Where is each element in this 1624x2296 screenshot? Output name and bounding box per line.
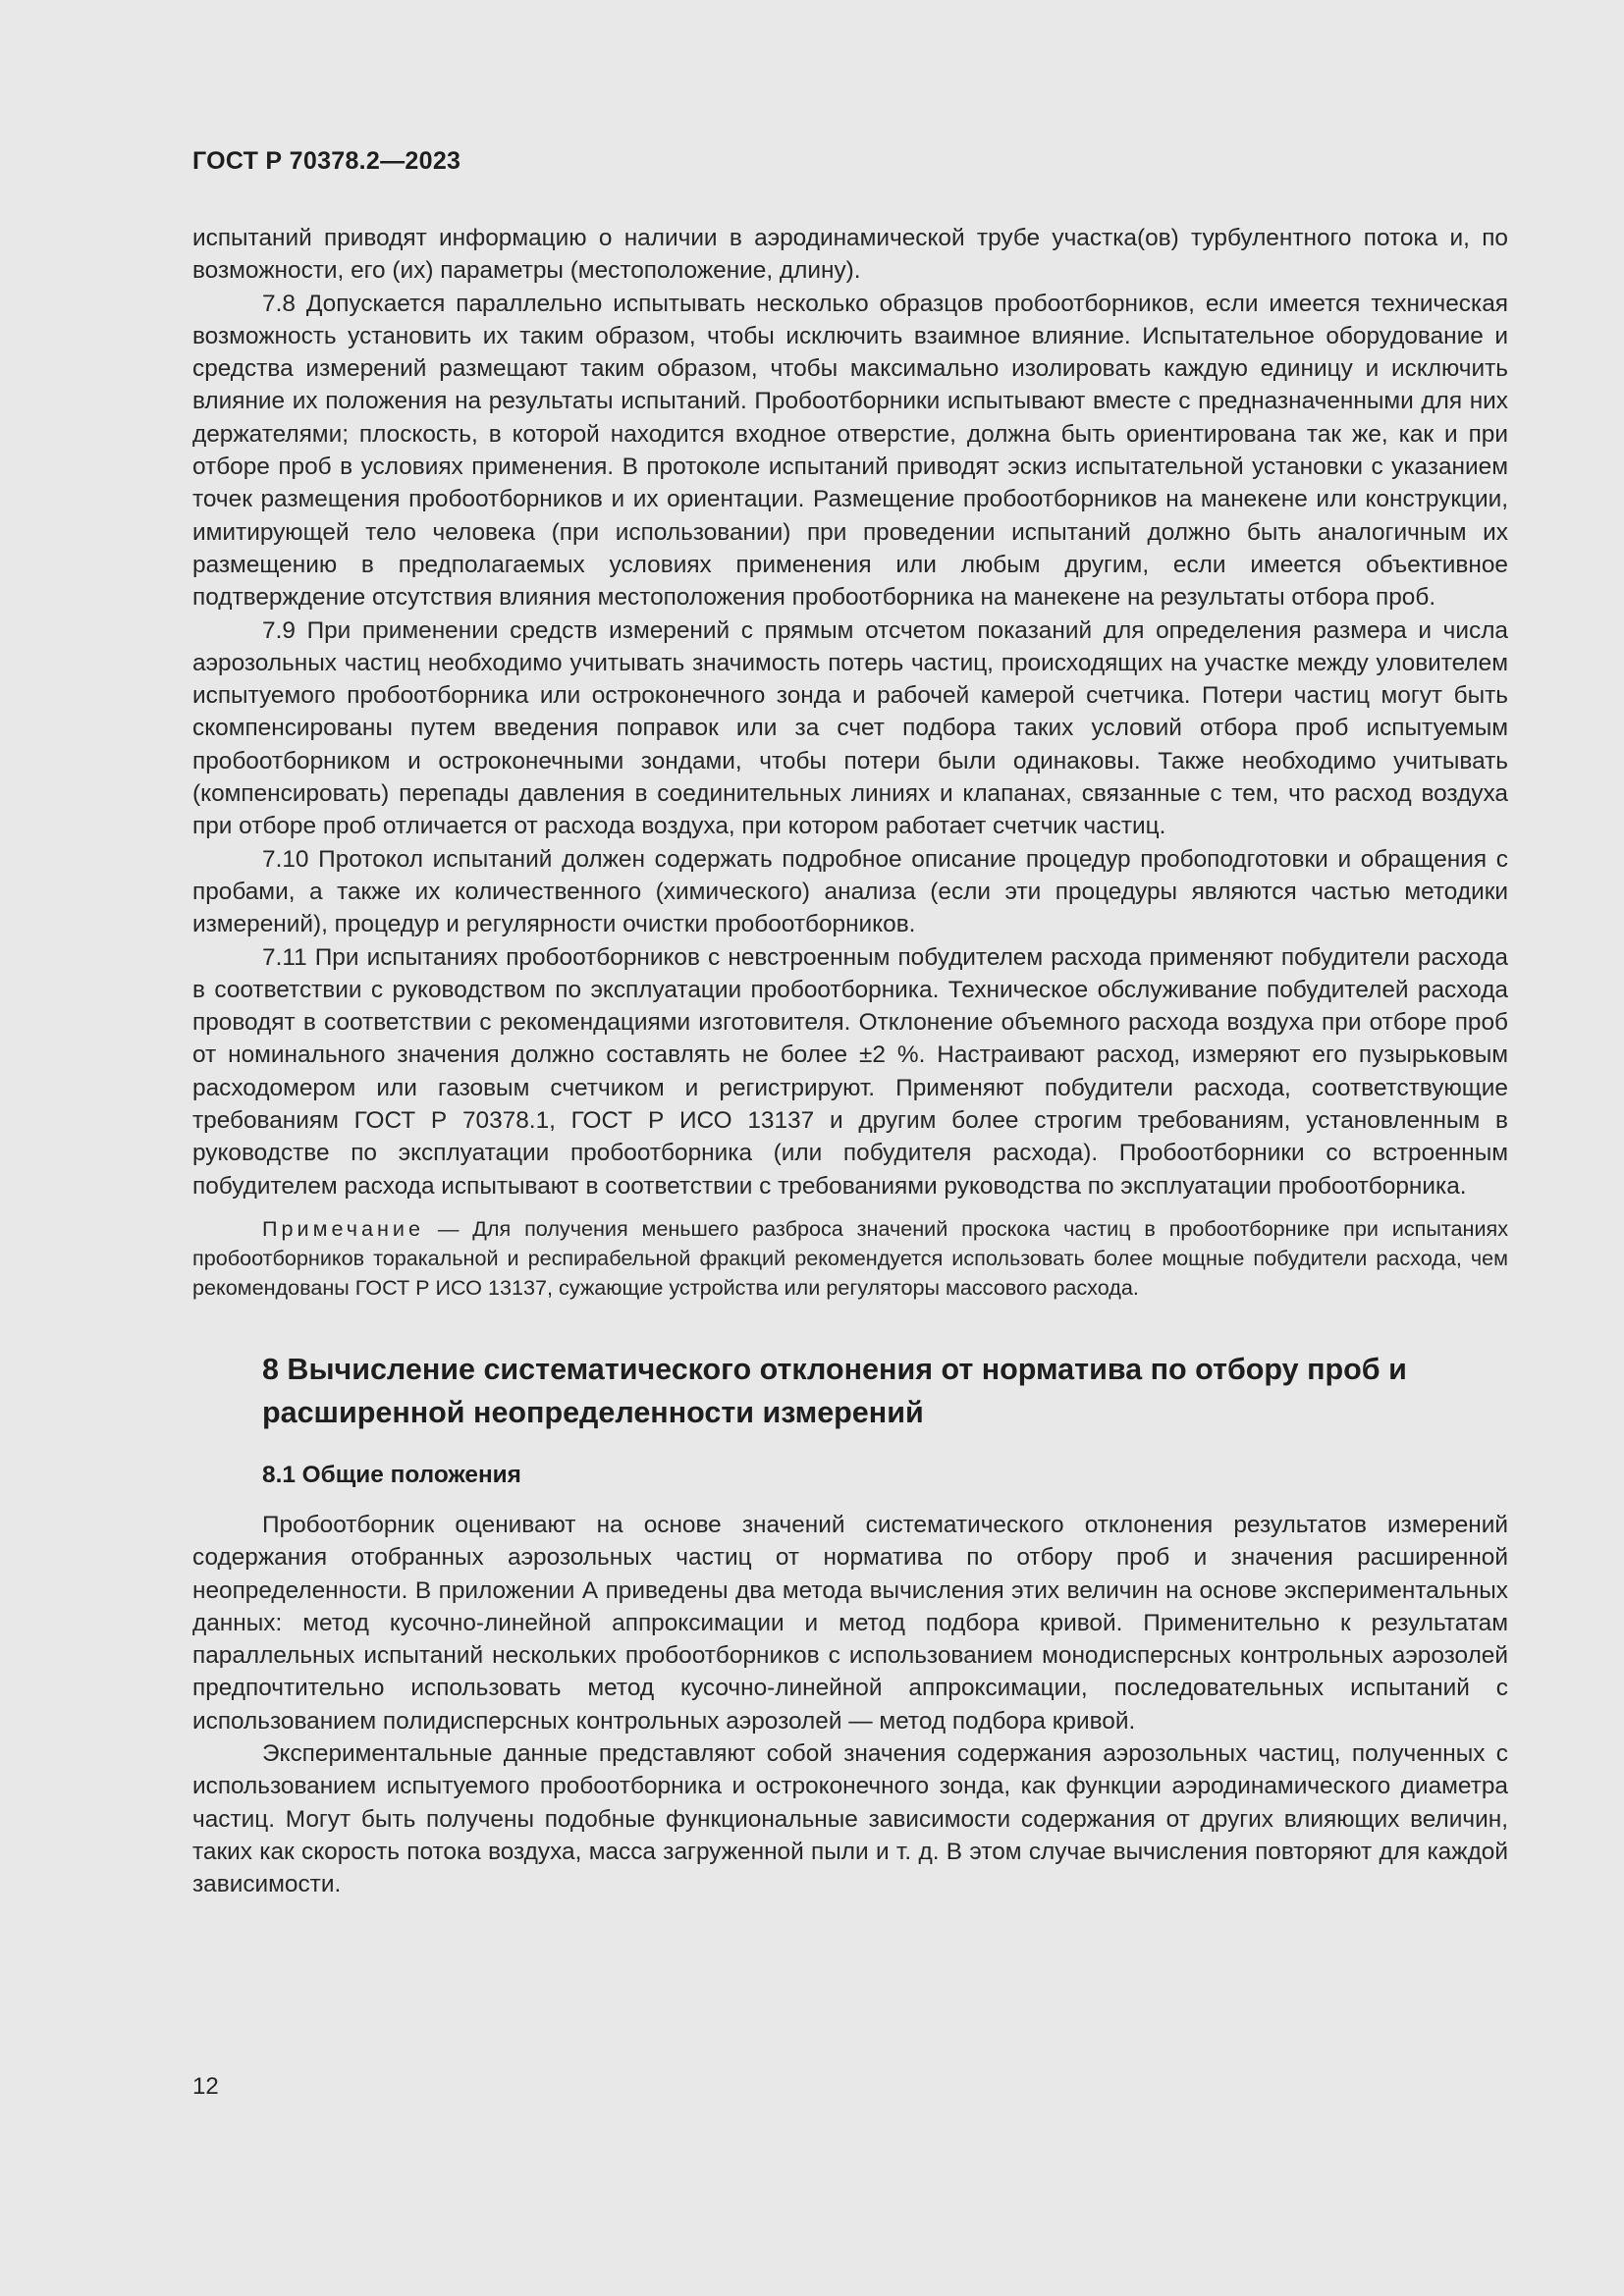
subsection-8-1-heading: 8.1 Общие положения [262,1461,521,1488]
clause-8-1-paragraph-2: Экспериментальные данные представляют собой значения содержания аэрозольных частиц, полученных с использованием испытуемого пробоотборника и остроконечного зонда, как функции аэродинамического диаметра частиц. Могут быть получены подобные функциональные зависимости содержания от других влияющих величин, таких как скорость потока воздуха, масса загруженной пыли и т. д. В этом случае вычисления повторяют для каждой зависимости. [192,1739,1508,1898]
document-body [192,222,1508,1900]
clause-7-9: 7.9 При применении средств измерений с прямым отсчетом показаний для определения размера и числа аэрозольных частиц необходимо учитывать значимость потерь частиц, происходящих на участке между уловителем испытуемого пробоотборника или остроконечного зонда и рабочей камерой счетчика. Потери частиц могут быть скомпенсированы путем введения поправок или за счет подбора таких условий отбора проб испытуемым пробоотборником и остроконечными зондами, чтобы потери были одинаковы. Также необходимо учитывать (компенсировать) перепады давления в соединительных линиях и клапанах, связанные с тем, что расход воздуха при отборе проб отличается от расхода воздуха, при котором работает счетчик частиц. [192,616,1508,840]
page-number: 12 [192,2073,219,2100]
section-8-heading: 8 Вычисление систематического отклонения от норматива по отбору проб и расширенной неопределенности измерений [262,1352,1407,1429]
document-code-header: ГОСТ Р 70378.2—2023 [192,147,461,175]
document-page [192,0,1508,2296]
clause-7-11: 7.11 При испытаниях пробоотборников с невстроенным побудителем расхода применяют побудители расхода в соответствии с руководством по эксплуатации пробоотборника. Техническое обслуживание побудителей расхода проводят в соответствии с рекомендациями изготовителя. Отклонение объемного расхода воздуха при отборе проб от номинального значения должно составлять не более ±2 %. Настраивают расход, измеряют его пузырьковым расходомером или газовым счетчиком и регистрируют. Применяют побудители расхода, соответствующие требованиям ГОСТ Р 70378.1, ГОСТ Р ИСО 13137 и другим более строгим требованиям, установленным в руководстве по эксплуатации пробоотборника (или побудителя расхода). Пробоотборники со встроенным побудителем расхода испытывают в соответствии с требованиями руководства по эксплуатации пробоотборника. [192,943,1508,1200]
clause-7-10: 7.10 Протокол испытаний должен содержать подробное описание процедур пробоподготовки и обращения с пробами, а также их количественного (химического) анализа (если эти процедуры являются частью методики измерений), процедур и регулярности очистки пробоотборников. [192,845,1508,938]
clause-8-1-paragraph-1: Пробоотборник оценивают на основе значений систематического отклонения результатов измерений содержания отобранных аэрозольных частиц от норматива по отбору проб и значения расширенной неопределенности. В приложении А приведены два метода вычисления этих величин на основе экспериментальных данных: метод кусочно-линейной аппроксимации и метод подбора кривой. Применительно к результатам параллельных испытаний нескольких пробоотборников с использованием монодисперсных контрольных аэрозолей предпочтительно использовать метод кусочно-линейной аппроксимации, последовательных испытаний с использованием полидисперсных контрольных аэрозолей — метод подбора кривой. [192,1511,1508,1735]
clause-7-8: 7.8 Допускается параллельно испытывать несколько образцов пробоотборников, если имеется техническая возможность установить их таким образом, чтобы исключить взаимное влияние. Испытательное оборудование и средства измерений размещают таким образом, чтобы максимально изолировать каждую единицу и исключить влияние их положения на результаты испытаний. Пробоотборники испытывают вместе с предназначенными для них держателями; плоскость, в которой находится входное отверстие, должна быть ориентирована так же, как и при отборе проб в условиях применения. В протоколе испытаний приводят эскиз испытательной установки с указанием точек размещения пробоотборников и их ориентации. Размещение пробоотборников на манекене или конструкции, имитирующей тело человека (при использовании) при проведении испытаний должно быть аналогичным их размещению в предполагаемых условиях применения или любым другим, если имеется объективное подтверждение отсутствия влияния местоположения пробоотборника на манекене на результаты отбора проб. [192,290,1508,612]
note-paragraph [192,1214,1508,1303]
note-label: Примечание [262,1215,424,1241]
note-text: — Для получения меньшего разброса значений проскока частиц в пробоотборнике при испытаниях пробоотборников торакальной и респирабельной фракций рекомендуется использовать более мощные побудители расхода, чем рекомендованы ГОСТ Р ИСО 13137, сужающие устройства или регуляторы массового расхода. [192,1215,1508,1300]
continued-paragraph: испытаний приводят информацию о наличии в аэродинамической трубе участка(ов) турбулентного потока и, по возможности, его (их) параметры (местоположение, длину). [192,225,1508,285]
